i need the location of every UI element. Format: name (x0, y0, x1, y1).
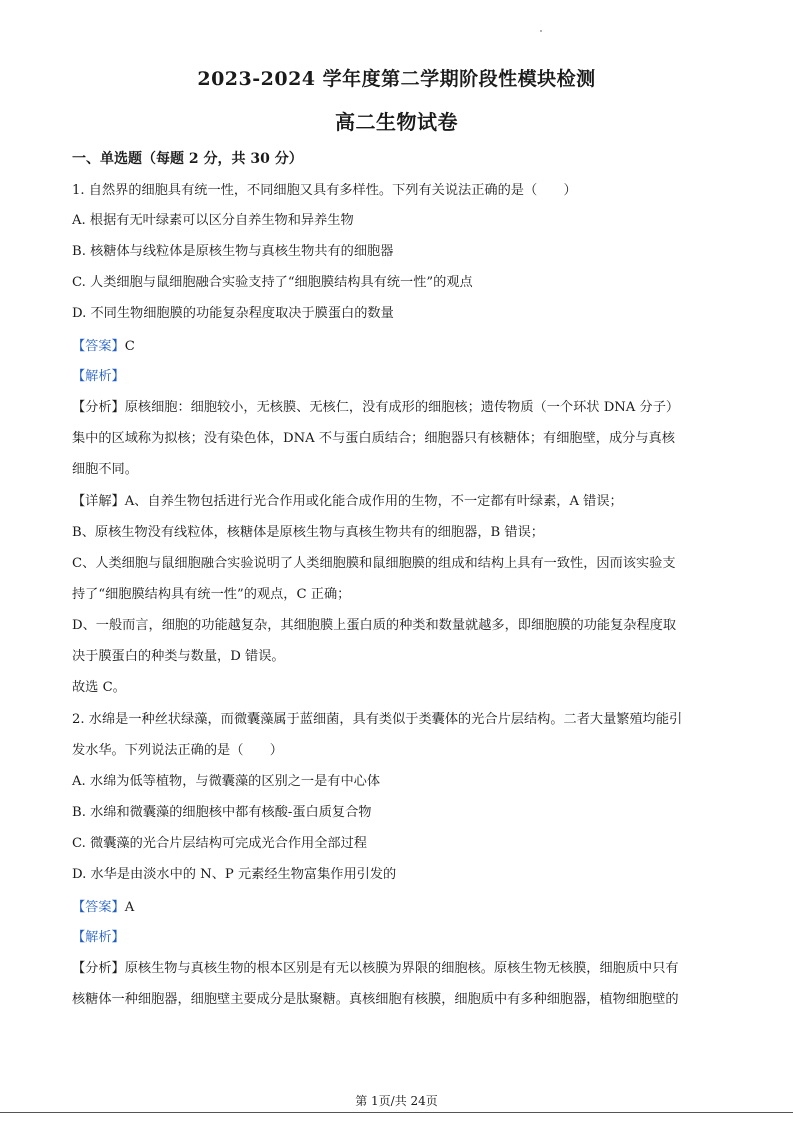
question-2-option-a: A. 水绵为低等植物，与微囊藻的区别之一是有中心体 (72, 774, 381, 789)
question-1-answer (72, 338, 732, 356)
question-2-option-b: B. 水绵和微囊藻的细胞核中都有核酸-蛋白质复合物 (72, 805, 372, 820)
question-1-fenxi-line: 集中的区域称为拟核；没有染色体，DNA 不与蛋白质结合；细胞器只有核糖体；有细胞壁，成分与真核 (72, 431, 675, 446)
question-1-conclusion: 故选 C。 (72, 680, 126, 695)
footer-divider (0, 1112, 793, 1113)
fenxi-tag: 【分析】 (72, 961, 125, 976)
question-1-option-a: A. 根据有无叶绿素可以区分自养生物和异养生物 (72, 213, 354, 228)
question-2-answer (72, 899, 732, 917)
question-1-option-d: D. 不同生物细胞膜的功能复杂程度取决于膜蛋白的数量 (72, 306, 394, 321)
detail-text: A、自养生物包括进行光合作用或化能合成作用的生物，不一定都有叶绿素，A 错误； (124, 494, 623, 509)
scan-dot-mark (540, 30, 542, 32)
question-2-fenxi-line: 核糖体一种细胞器，细胞壁主要成分是肽聚糖。真核细胞有核膜，细胞质中有多种细胞器，植物细胞壁的 (72, 992, 679, 1007)
question-1-detail-line: B、原核生物没有线粒体，核糖体是原核生物与真核生物共有的细胞器，B 错误； (72, 525, 544, 540)
page-title: 2023-2024 学年度第二学期阶段性模块检测 (197, 68, 596, 90)
question-1-stem: 1. 自然界的细胞具有统一性，不同细胞又具有多样性。下列有关说法正确的是（ ） (72, 183, 577, 198)
question-1-option-b: B. 核糖体与线粒体是原核生物与真核生物共有的细胞器 (72, 244, 394, 259)
question-1-detail-line: C、人类细胞与鼠细胞融合实验说明了人类细胞膜和鼠细胞膜的组成和结构上具有一致性，因而该实验支 (72, 556, 676, 571)
question-1-detail-line (72, 493, 732, 511)
question-1-detail-line: D、一般而言，细胞的功能越复杂，其细胞膜上蛋白质的种类和数量就越多，即细胞膜的功能复杂程度取 (72, 618, 677, 633)
analysis-tag: 【解析】 (72, 369, 125, 384)
fenxi-text: 原核生物与真核生物的根本区别是有无以核膜为界限的细胞核。原核生物无核膜，细胞质中只有 (124, 961, 679, 976)
fenxi-text: 原核细胞：细胞较小，无核膜、无核仁，没有成形的细胞核；遗传物质（一个环状 DNA 分子） (124, 400, 680, 415)
answer-value: A (124, 900, 135, 915)
question-2-stem: 发水华。下列说法正确的是（ ） (72, 743, 283, 758)
question-1-detail-line: 决于膜蛋白的种类与数量，D 错误。 (72, 649, 285, 664)
analysis-tag: 【解析】 (72, 930, 125, 945)
question-1-option-c: C. 人类细胞与鼠细胞融合实验支持了“细胞膜结构具有统一性”的观点 (72, 275, 473, 290)
question-2-stem: 2. 水绵是一种丝状绿藻，而微囊藻属于蓝细菌，具有类似于类囊体的光合片层结构。二者大量繁殖均能引 (72, 712, 683, 727)
page-number: 第 1页/共 24页 (355, 1094, 438, 1108)
answer-tag: 【答案】 (72, 339, 125, 354)
fenxi-tag: 【分析】 (72, 400, 125, 415)
question-1-analysis-tag (72, 368, 732, 386)
question-1-detail-line: 持了“细胞膜结构具有统一性”的观点，C 正确； (72, 587, 351, 602)
page-subtitle: 高二生物试卷 (335, 110, 458, 134)
question-1-fenxi-line: 细胞不同。 (72, 462, 138, 477)
question-2-fenxi-line (72, 960, 732, 978)
question-1-fenxi-line (72, 399, 732, 417)
detail-tag: 【详解】 (72, 494, 125, 509)
question-2-option-d: D. 水华是由淡水中的 N、P 元素经生物富集作用引发的 (72, 867, 397, 882)
section-heading: 一、单选题（每题 2 分，共 30 分） (72, 151, 303, 167)
answer-value: C (124, 339, 135, 354)
question-2-option-c: C. 微囊藻的光合片层结构可完成光合作用全部过程 (72, 836, 367, 851)
answer-tag: 【答案】 (72, 900, 125, 915)
question-2-analysis-tag (72, 929, 732, 947)
